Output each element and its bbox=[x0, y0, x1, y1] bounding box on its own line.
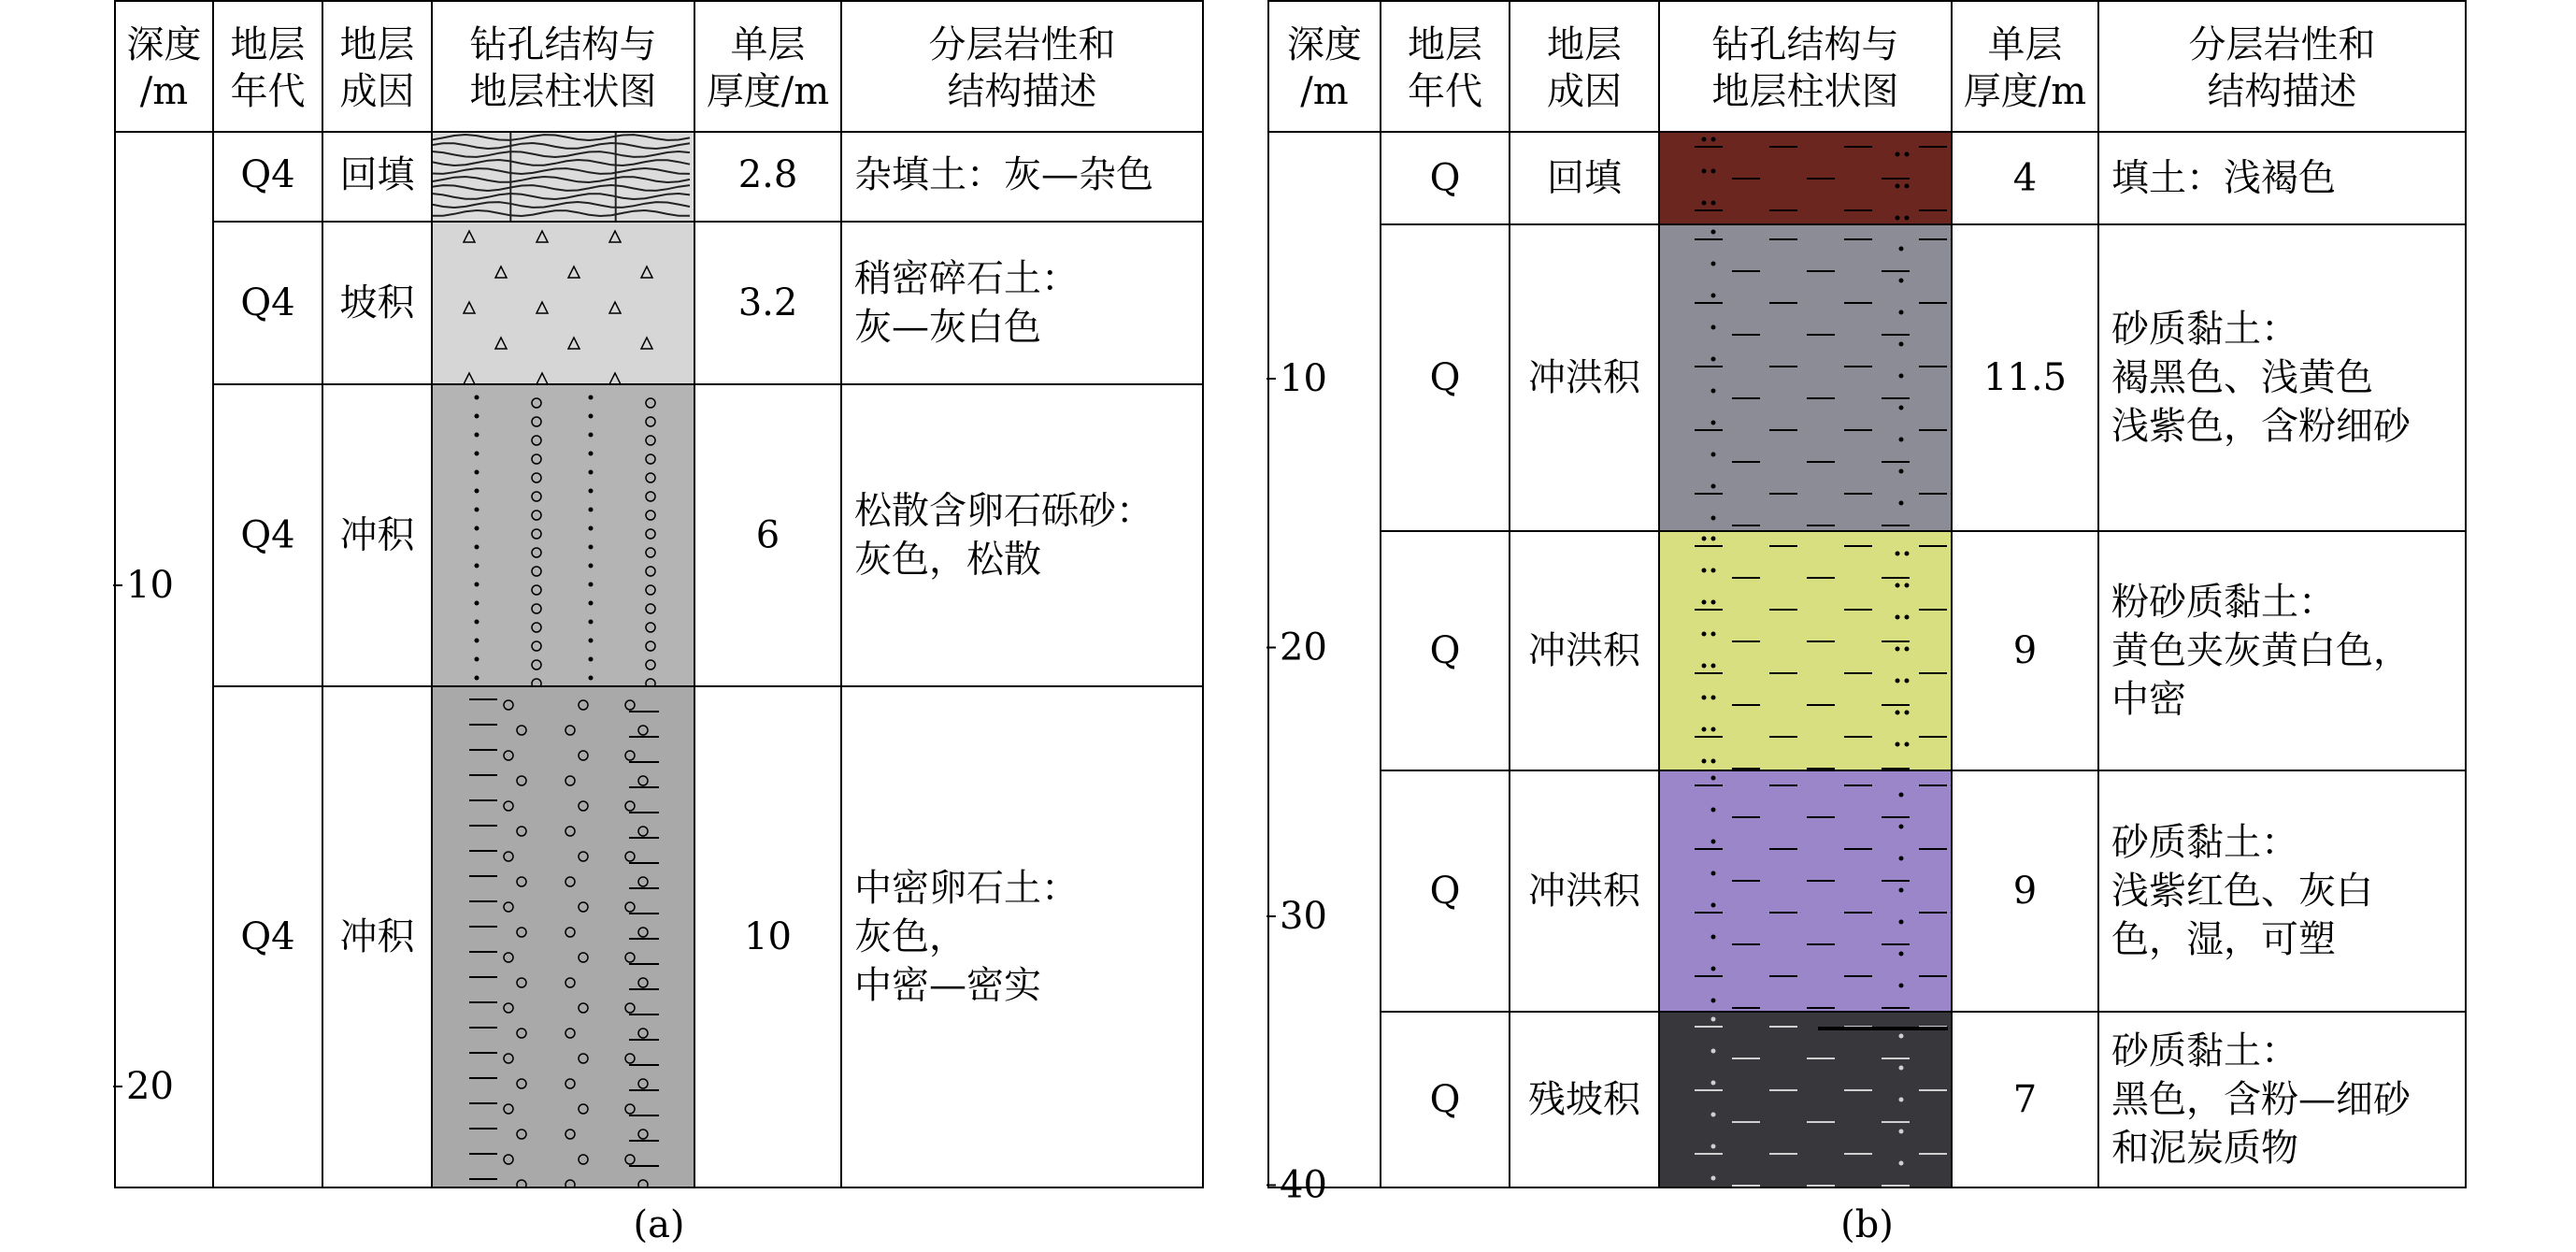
strata-layer-1 bbox=[432, 132, 694, 222]
depth-tick-label: 10 bbox=[1280, 357, 1327, 400]
lithology-description: 粉砂质黏土： bbox=[2111, 581, 2336, 624]
header-column: 钻孔结构与 bbox=[1711, 23, 1899, 66]
strata-layer-2 bbox=[432, 222, 694, 384]
stratum-age: Q bbox=[1429, 629, 1461, 672]
lithology-description: 砂质黏土： bbox=[2111, 308, 2298, 351]
depth-tick-label: 40 bbox=[1280, 1163, 1327, 1207]
layer-thickness: 6 bbox=[755, 513, 780, 557]
header-depth: 深度 bbox=[1287, 23, 1362, 66]
stratum-genesis: 坡积 bbox=[339, 281, 415, 324]
layer-thickness: 3.2 bbox=[737, 281, 798, 324]
lithology-description: 黄色夹灰黄白色， bbox=[2111, 629, 2411, 672]
header-column: 钻孔结构与 bbox=[469, 23, 657, 66]
depth-tick-label: 10 bbox=[126, 564, 174, 607]
header-column: 地层柱状图 bbox=[469, 70, 657, 113]
stratum-age: Q4 bbox=[240, 513, 295, 557]
header-genesis: 成因 bbox=[339, 70, 415, 113]
header-description: 分层岩性和 bbox=[2188, 23, 2376, 66]
lithology-description: 中密卵石土： bbox=[854, 867, 1079, 910]
lithology-description: 灰—灰白色 bbox=[854, 306, 1041, 349]
header-description: 结构描述 bbox=[947, 70, 1097, 113]
strata-fill bbox=[1659, 1012, 1952, 1187]
depth-tick-label: 30 bbox=[1280, 895, 1327, 938]
panel-a bbox=[113, 0, 1203, 1246]
lithology-description: 砂质黏土： bbox=[2111, 1029, 2298, 1072]
header-depth: 深度 bbox=[126, 23, 202, 66]
strata-layer-2 bbox=[1659, 224, 1952, 538]
header-age: 年代 bbox=[230, 70, 306, 113]
strata-row bbox=[240, 490, 1153, 582]
lithology-description: 灰色， bbox=[854, 915, 966, 958]
layer-thickness: 4 bbox=[2012, 156, 2038, 200]
header-genesis: 成因 bbox=[1547, 70, 1622, 113]
stratum-age: Q4 bbox=[240, 281, 295, 324]
stratum-age: Q bbox=[1429, 870, 1461, 913]
header-description: 分层岩性和 bbox=[928, 23, 1116, 66]
layer-thickness: 9 bbox=[2012, 870, 2038, 913]
header-thickness: 厚度/m bbox=[706, 70, 830, 113]
lithology-description: 和泥炭质物 bbox=[2111, 1127, 2298, 1170]
stratum-genesis: 冲洪积 bbox=[1528, 356, 1640, 399]
layer-thickness: 10 bbox=[744, 915, 792, 958]
lithology-description: 浅紫色，含粉细砂 bbox=[2111, 405, 2411, 448]
header-age: 地层 bbox=[1408, 23, 1482, 66]
lithology-description: 中密 bbox=[2111, 678, 2186, 721]
stratum-age: Q bbox=[1429, 356, 1461, 399]
stratum-genesis: 冲洪积 bbox=[1528, 870, 1640, 913]
header-depth: /m bbox=[1300, 70, 1349, 113]
lithology-description: 杂填土：灰—杂色 bbox=[854, 153, 1153, 196]
header-genesis: 地层 bbox=[1547, 23, 1622, 66]
header-genesis: 地层 bbox=[339, 23, 415, 66]
header-age: 地层 bbox=[230, 23, 306, 66]
lithology-description: 填土：浅褐色 bbox=[2111, 156, 2336, 200]
stratum-genesis: 冲积 bbox=[339, 513, 415, 557]
header-description: 结构描述 bbox=[2207, 70, 2357, 113]
header-thickness: 厚度/m bbox=[1963, 70, 2087, 113]
header-age: 年代 bbox=[1408, 70, 1482, 113]
strata-layer-5 bbox=[1659, 1012, 1952, 1198]
stratum-genesis: 冲洪积 bbox=[1528, 629, 1640, 672]
lithology-description: 中密—密实 bbox=[854, 964, 1041, 1007]
depth-axis bbox=[1267, 357, 1327, 1207]
depth-tick-label: 20 bbox=[1280, 626, 1327, 669]
strata-row bbox=[240, 153, 1153, 196]
depth-tick-label: 20 bbox=[126, 1065, 174, 1108]
strata-fill bbox=[432, 222, 694, 384]
layer-thickness: 7 bbox=[2012, 1078, 2038, 1121]
table-header bbox=[1287, 23, 2376, 113]
stratum-age: Q bbox=[1429, 156, 1461, 200]
lithology-description: 砂质黏土： bbox=[2111, 821, 2298, 864]
strata-layer-1 bbox=[1659, 132, 1952, 224]
stratum-genesis: 冲积 bbox=[339, 915, 415, 958]
lithology-description: 松散含卵石砾砂： bbox=[854, 489, 1153, 533]
stratum-genesis: 回填 bbox=[339, 153, 415, 196]
header-depth: /m bbox=[139, 70, 189, 113]
lithology-description: 浅紫红色、灰白 bbox=[2111, 870, 2373, 913]
strata-layer-3 bbox=[432, 384, 694, 688]
layer-thickness: 2.8 bbox=[737, 153, 798, 196]
lithology-description: 稍密碎石土： bbox=[854, 257, 1079, 300]
panel-caption: (b) bbox=[1840, 1203, 1894, 1246]
header-thickness: 单层 bbox=[1987, 23, 2063, 66]
strata-layer-3 bbox=[1659, 531, 1952, 779]
header-column: 地层柱状图 bbox=[1711, 70, 1899, 113]
lithology-description: 色，湿，可塑 bbox=[2111, 918, 2336, 961]
stratum-age: Q4 bbox=[240, 153, 295, 196]
stratum-genesis: 残坡积 bbox=[1528, 1078, 1640, 1121]
lithology-description: 褐黑色、浅黄色 bbox=[2111, 356, 2373, 399]
layer-thickness: 11.5 bbox=[1982, 356, 2068, 399]
stratum-genesis: 回填 bbox=[1547, 156, 1622, 200]
stratum-age: Q bbox=[1429, 1078, 1461, 1121]
strata-layer-4 bbox=[432, 686, 694, 1191]
header-thickness: 单层 bbox=[730, 23, 806, 66]
depth-axis bbox=[113, 564, 174, 1108]
lithology-description: 黑色，含粉—细砂 bbox=[2111, 1078, 2411, 1121]
table-header bbox=[127, 23, 1116, 113]
panel-caption: (a) bbox=[633, 1203, 685, 1246]
strata-layer-4 bbox=[1659, 770, 1952, 1020]
lithology-description: 灰色，松散 bbox=[854, 538, 1041, 582]
layer-thickness: 9 bbox=[2012, 629, 2038, 672]
panel-b bbox=[1267, 0, 2466, 1246]
stratum-age: Q4 bbox=[240, 915, 295, 958]
